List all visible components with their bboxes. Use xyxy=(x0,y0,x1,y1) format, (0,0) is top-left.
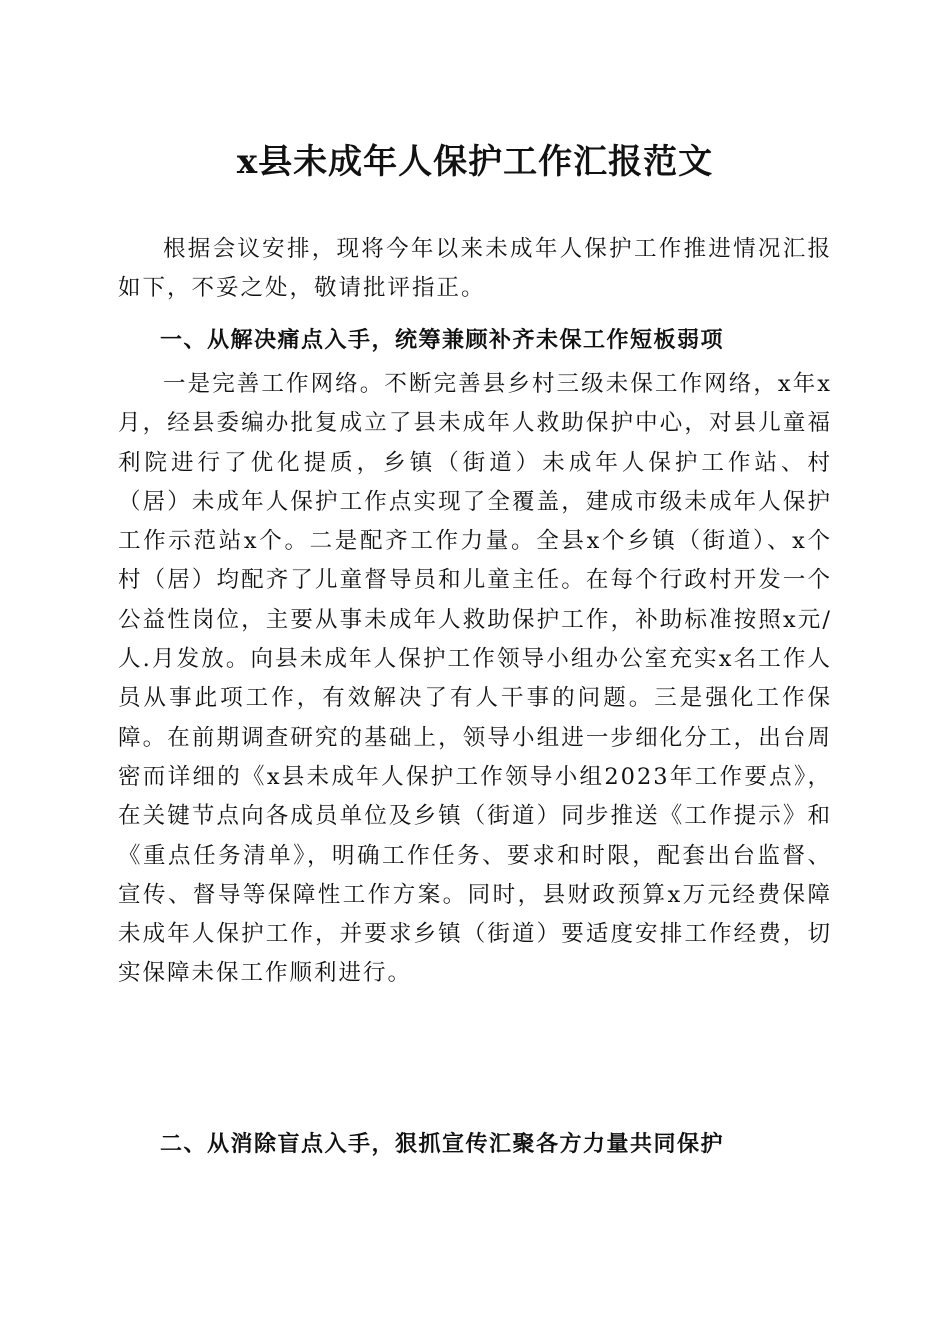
intro-paragraph: 根据会议安排，现将今年以来未成年人保护工作推进情况汇报如下，不妥之处，敬请批评指正。 xyxy=(118,236,832,302)
section-heading-1: 一、从解决痛点入手，统筹兼顾补齐未保工作短板弱项 xyxy=(160,328,725,353)
document-title: x县未成年人保护工作汇报范文 xyxy=(236,142,714,182)
section-heading-2: 二、从消除盲点入手，狠抓宣传汇聚各方力量共同保护 xyxy=(160,1132,725,1157)
section-1-paragraph: 一是完善工作网络。不断完善县乡村三级未保工作网络，x年x月，经县委编办批复成立了县未成年人救助保护中心，对县儿童福利院进行了优化提质，乡镇（街道）未成年人保护工作站、村（居）未成年人保护工作点实现了全覆盖，建成市级未成年人保护工作示范站x个。二是配齐工作力量。全县x个乡镇（街道）、x个村（居）均配齐了儿童督导员和儿童主任。在每个行政村开发一个公益性岗位，主要从事未成年人救助保护工作，补助标准按照x元/人.月发放。向县未成年人保护工作领导小组办公室充实x名工作人员从事此项工作，有效解决了有人干事的问题。三是强化工作保障。在前期调查研究的基础上，领导小组进一步细化分工，出台周密而详细的《x县未成年人保护工作领导小组2023年工作要点》，在关键节点向各成员单位及乡镇（街道）同步推送《工作提示》和《重点任务清单》，明确工作任务、要求和时限，配套出台监督、宣传、督导等保障性工作方案。同时，县财政预算x万元经费保障未成年人保护工作，并要求乡镇（街道）要适度安排工作经费，切实保障未保工作顺利进行。 xyxy=(118,371,832,987)
